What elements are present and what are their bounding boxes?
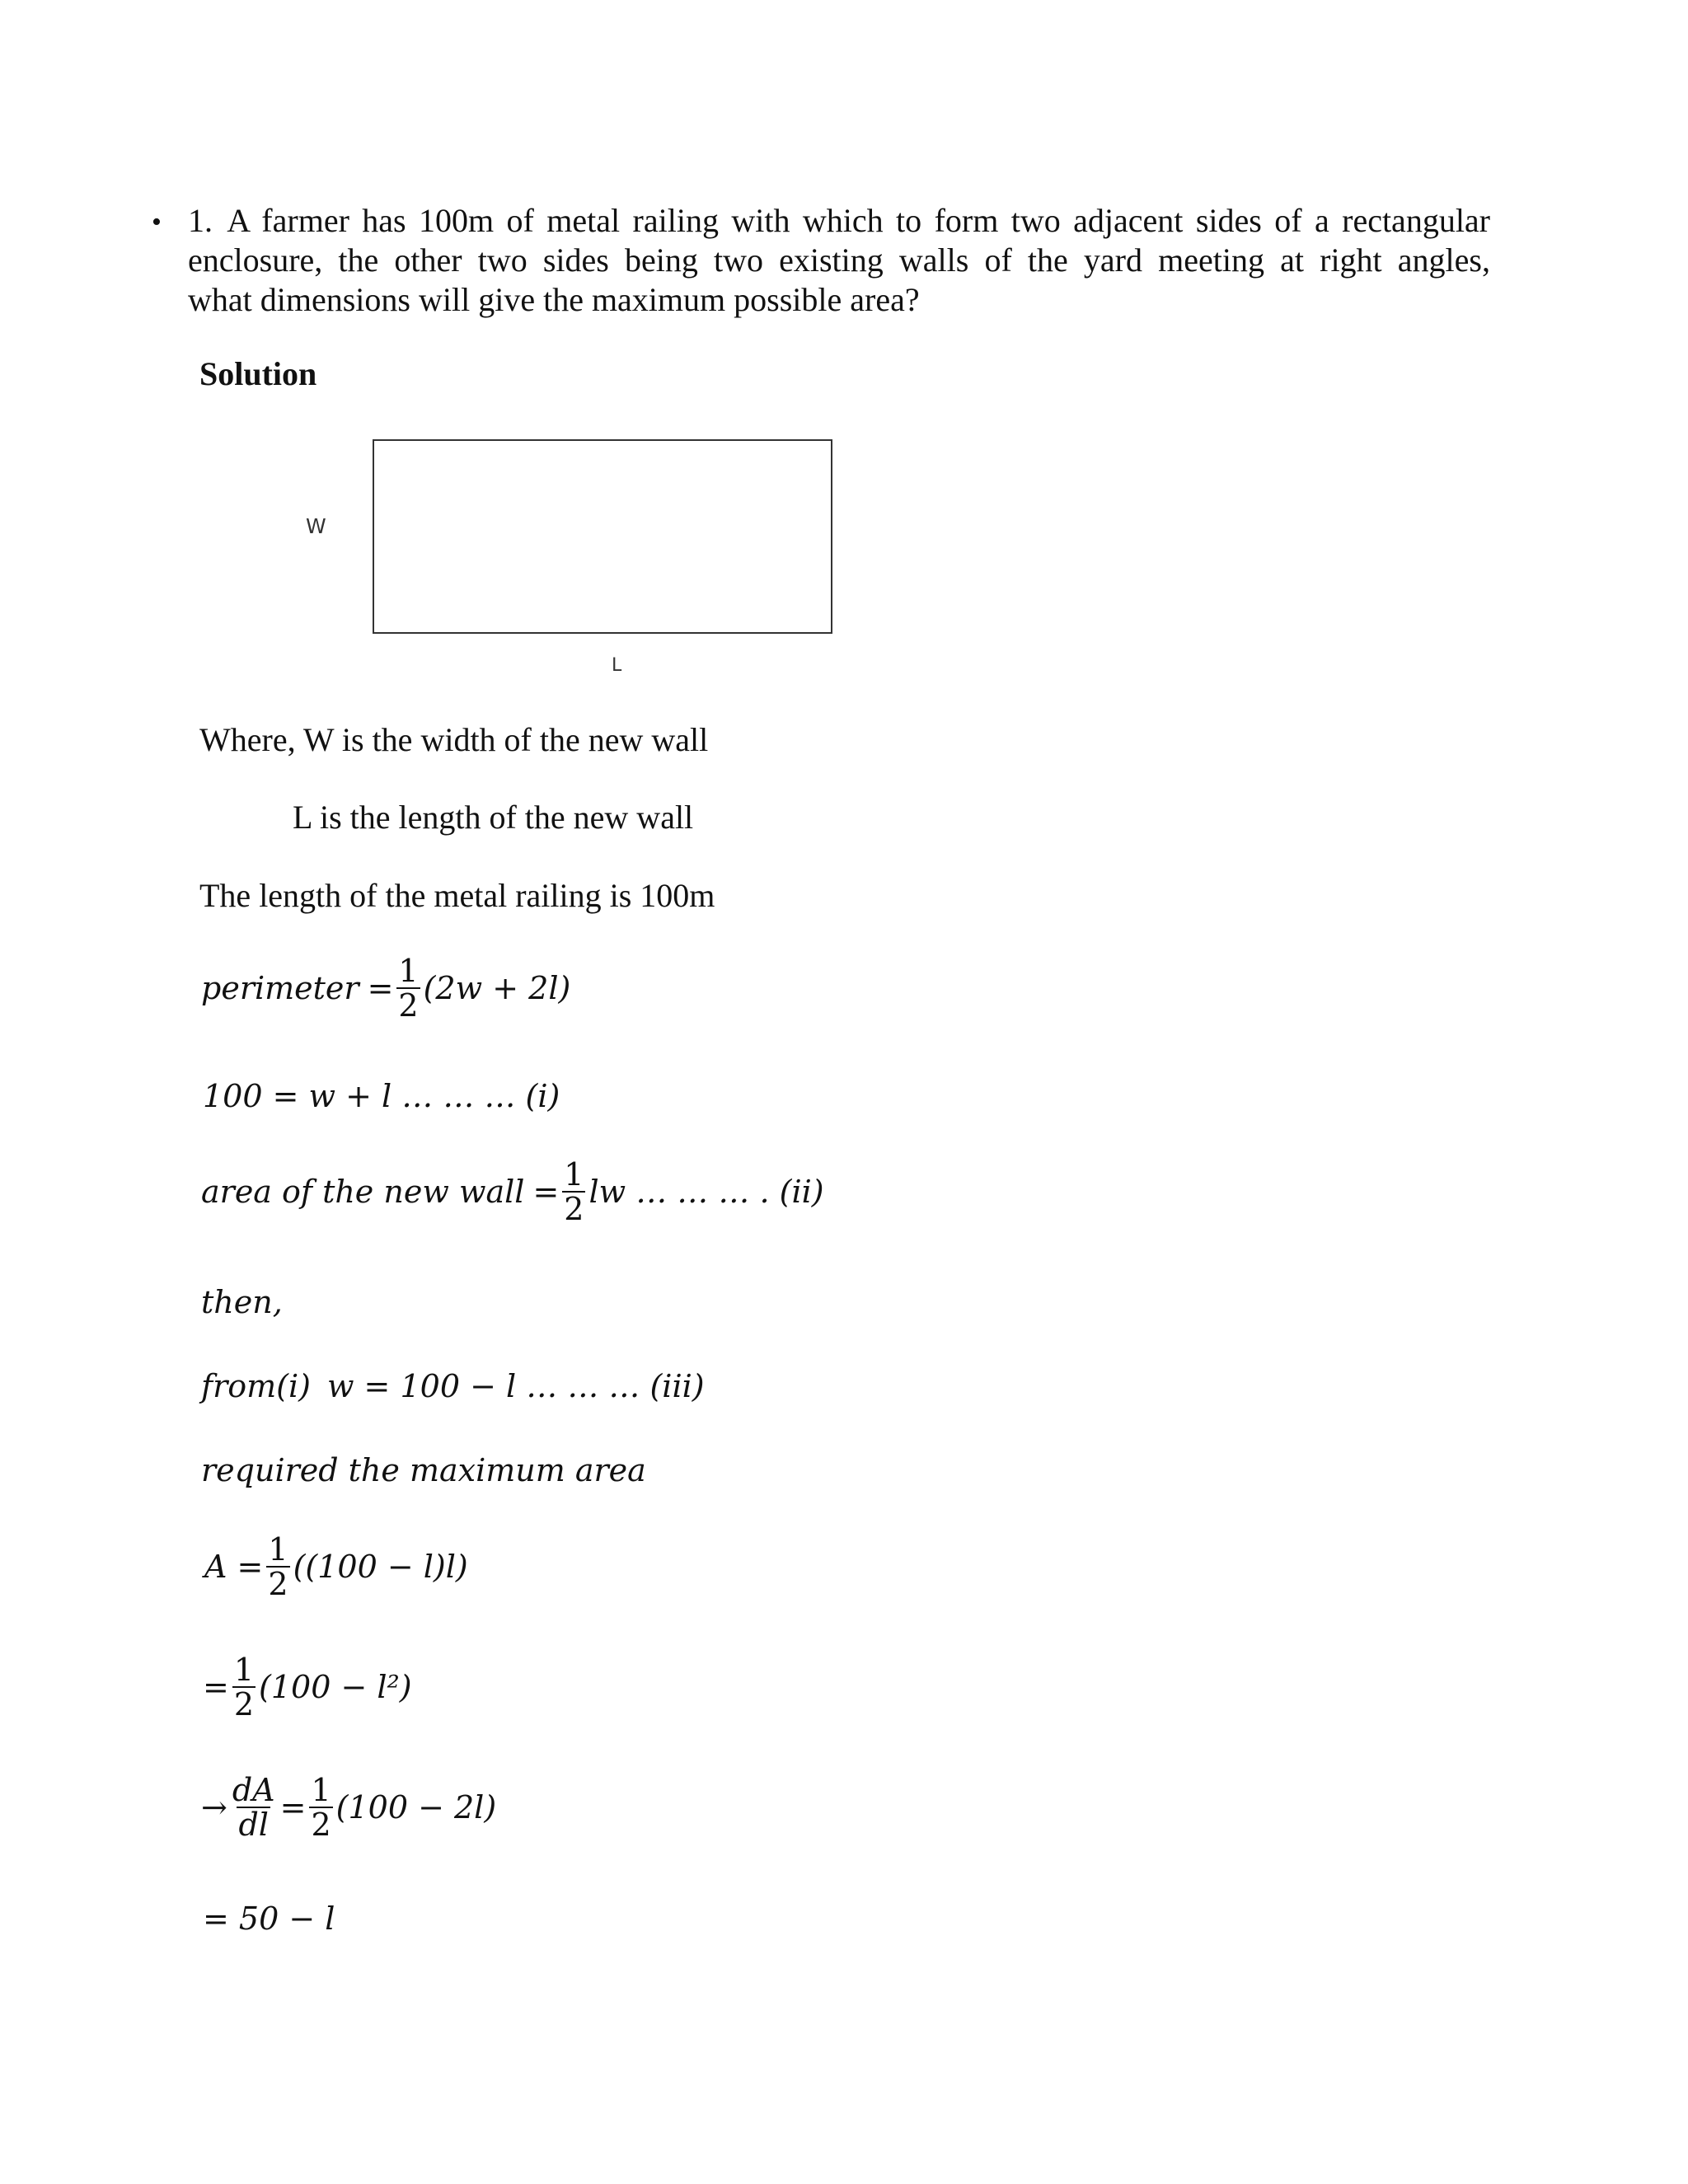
question-text: [188, 201, 1490, 320]
question-number: 1.: [188, 202, 213, 239]
rectangle-diagram: [373, 439, 832, 634]
fraction-half: $\frac{1}{2}$: [311, 1772, 331, 1843]
equation-A-expanded: = $\frac{1}{2}$ (100 − l²): [203, 1652, 412, 1722]
then-text: then,: [201, 1284, 283, 1320]
diagram-length-label: L: [612, 655, 622, 676]
diagram-width-label: W: [306, 514, 326, 538]
railing-length-line: The length of the metal railing is 100m: [199, 877, 715, 914]
equation-derivative: → $\frac{dA}{dl}$ = $\frac{1}{2}$ (100 − 2l): [201, 1772, 497, 1843]
question-line-3: what dimensions will give the maximum possible area?: [188, 281, 920, 318]
bullet-marker: •: [152, 207, 162, 237]
fraction-half: $\frac{1}{2}$: [398, 953, 419, 1024]
where-width-line: Where, W is the width of the new wall: [199, 721, 709, 758]
fraction-half: $\frac{1}{2}$: [564, 1156, 584, 1227]
equation-iii: from(i) w = 100 − l … … … (iii): [201, 1368, 705, 1404]
equation-final: = 50 − l: [203, 1900, 335, 1937]
equation-A: A = $\frac{1}{2}$ ((100 − l)l): [204, 1531, 468, 1602]
equation-i: 100 = w + l … … … (i): [203, 1078, 560, 1114]
equation-area: area of the new wall = $\frac{1}{2}$ lw … … … . (ii): [201, 1156, 824, 1227]
derivative-fraction: $\frac{dA}{dl}$: [232, 1772, 275, 1843]
question-line-1: 1. A farmer has 100m of metal railing with which to form two adjacent sides of a rectangular: [188, 202, 1491, 239]
required-text: required the maximum area: [201, 1452, 646, 1488]
where-length-line: L is the length of the new wall: [293, 799, 694, 836]
solution-heading: Solution: [199, 355, 317, 392]
fraction-half: $\frac{1}{2}$: [233, 1652, 255, 1722]
equation-perimeter: perimeter = $\frac{1}{2}$ (2w + 2l): [201, 953, 571, 1024]
fraction-half: $\frac{1}{2}$: [268, 1531, 288, 1602]
question-line-2: enclosure, the other two sides being two existing walls of the yard meeting at right angles,: [188, 241, 1490, 279]
